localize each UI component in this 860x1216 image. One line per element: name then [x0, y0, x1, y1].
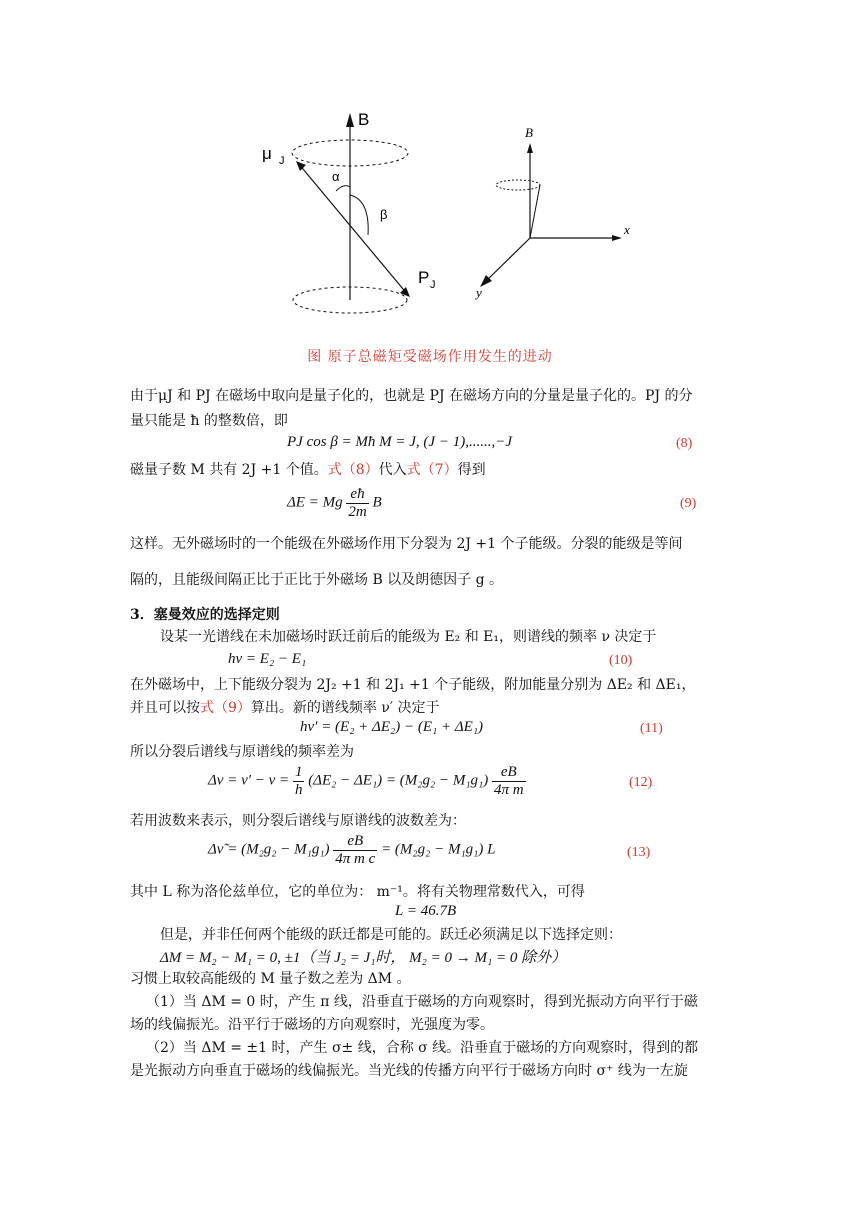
paragraph-8: 其中 L 称为洛伦兹单位，它的单位为： m⁻¹。将有关物理常数代入，可得: [130, 884, 585, 900]
eq12-f1-num: 1: [294, 764, 303, 780]
paragraph-3-line-2: 隔的，且能级间隔正比于正比于外磁场 B 以及朗德因子 g 。: [130, 572, 504, 588]
paragraph-9: 但是，并非任何两个能级的跃迁都是可能的。跃迁必须满足以下选择定则：: [160, 927, 622, 943]
eq12-part-a: Δν = ν′ − ν =: [208, 772, 290, 789]
paragraph-12-line-2: 是光振动方向垂直于磁场的线偏振光。当光线的传播方向平行于磁场方向时 σ⁺ 线为一左旋: [130, 1063, 688, 1079]
eq13-part-a: Δν̃ = (M₂g₂ − M₁g₁): [208, 841, 330, 858]
equation-10: hν = E₂ − E₁: [228, 651, 307, 667]
mu-arrow-icon: [296, 161, 306, 171]
paragraph-5-line-1: 在外磁场中，上下能级分裂为 2J₂ +1 和 2J₁ +1 个子能级，附加能量分别为 ΔE₂ 和 ΔE₁，: [130, 677, 696, 693]
paragraph-4: 设某一光谱线在未加磁场时跃迁前后的能级为 E₂ 和 E₁，则谱线的频率 ν 决定于: [160, 629, 657, 645]
p2-text-mid: 代入: [378, 462, 407, 478]
eq9-reference-link[interactable]: 式（9）: [200, 700, 251, 716]
equation-12: [208, 764, 526, 798]
p2-text-post: 得到: [457, 462, 486, 478]
eq12-f2-den: 4π m: [494, 781, 524, 798]
equation-8-number: (8): [676, 436, 693, 451]
figure-caption: 图 原子总磁矩受磁场作用发生的进动: [307, 349, 553, 365]
eq12-f1-den: h: [294, 781, 303, 798]
paragraph-2: [130, 460, 486, 480]
equation-8: PJ cos β = Mħ M = J, (J − 1),......,−J: [287, 434, 512, 450]
y-axis: [484, 238, 530, 283]
paragraph-5-line-2: [130, 698, 440, 718]
equation-9-number: (9): [680, 496, 697, 511]
paragraph-6: 所以分裂后谱线与原谱线的频率差为: [130, 744, 354, 760]
eq8-reference-link[interactable]: 式（8）: [327, 462, 379, 478]
right-b-label: B: [525, 125, 533, 140]
right-b-arrow-icon: [527, 143, 533, 153]
mu-sub-label: J: [279, 155, 285, 167]
eq12-fraction-2: [492, 764, 526, 798]
pj-sub-label: J: [430, 279, 436, 291]
section-heading: 3．塞曼效应的选择定则: [130, 607, 280, 623]
x-label: x: [624, 222, 630, 237]
pj-arrow-icon: [400, 287, 410, 297]
b-axis-arrow-icon: [346, 113, 354, 127]
equation-13-number: (13): [627, 845, 651, 860]
alpha-arc: [336, 186, 350, 191]
eq12-part-b: (ΔE₂ − ΔE₁) = (M₂g₂ − M₁g₁): [308, 772, 489, 789]
right-cone-ellipse: [496, 180, 540, 190]
eq12-f2-num: eB: [492, 764, 526, 782]
mu-label: μ: [262, 144, 272, 163]
eq13-num: eB: [333, 833, 377, 851]
eq7-reference-link[interactable]: 式（7）: [406, 462, 458, 478]
precession-figure: [240, 95, 660, 345]
equation-lorentz: L = 46.7B: [395, 903, 457, 919]
equation-11-number: (11): [640, 721, 663, 736]
paragraph-12-line-1: （2）当 ΔM = ±1 时，产生 σ± 线，合称 σ 线。沿垂直于磁场的方向观察时，得到的都: [146, 1040, 699, 1056]
selection-rule-equation: ΔM = M₂ − M₁ = 0, ±1（当 J₂ = J₁时， M₂ = 0 → M₁ = 0 除外）: [160, 950, 567, 966]
equation-13: [208, 833, 496, 867]
mu-pj-line: [298, 163, 408, 295]
equation-12-number: (12): [629, 775, 653, 790]
eq9-fraction: [346, 486, 368, 520]
eq9-post: B: [372, 494, 382, 511]
p5-text-post: 算出。新的谱线频率 ν′ 决定于: [250, 700, 440, 716]
y-label: y: [476, 285, 482, 300]
paragraph-10: 习惯上取较高能级的 M 量子数之差为 ΔM 。: [130, 971, 411, 987]
p5-text-pre: 并且可以按: [130, 700, 200, 716]
precession-diagram: [240, 95, 660, 345]
paragraph-7: 若用波数来表示，则分裂后谱线与原谱线的波数差为：: [130, 813, 466, 829]
paragraph-3-line-1: 这样。无外磁场时的一个能级在外磁场作用下分裂为 2J +1 个子能级。分裂的能级是等间: [130, 536, 683, 552]
eq13-den: 4π m c: [335, 850, 376, 867]
right-cone-side: [530, 185, 540, 238]
eq9-numerator: eħ: [346, 486, 368, 504]
equation-11: hν′ = (E₂ + ΔE₂) − (E₁ + ΔE₁): [300, 719, 484, 735]
eq12-fraction-1: [293, 764, 305, 798]
paragraph-11-line-1: （1）当 ΔM = 0 时，产生 π 线，沿垂直于磁场的方向观察时，得到光振动方向平行于磁: [146, 994, 698, 1010]
eq9-pre: ΔE = Mg: [287, 494, 343, 511]
eq9-denominator: 2m: [348, 503, 367, 520]
p2-text-pre: 磁量子数 M 共有 2J +1 个值。: [130, 462, 328, 478]
paragraph-1-line-2: 量只能是 ħ 的整数倍，即: [130, 413, 288, 429]
equation-10-number: (10): [609, 653, 633, 668]
pj-label: P: [418, 268, 430, 287]
eq13-fraction: [333, 833, 377, 867]
alpha-label: α: [332, 169, 340, 184]
paragraph-11-line-2: 场的线偏振光。沿平行于磁场的方向观察时，光强度为零。: [130, 1017, 494, 1033]
paragraph-1-line-1: 由于μJ 和 PJ 在磁场中取向是量子化的，也就是 PJ 在磁场方向的分量是量子化的。PJ 的分: [130, 388, 693, 404]
x-axis-arrow-icon: [612, 235, 622, 241]
b-label-left: B: [358, 110, 370, 129]
eq13-part-b: = (M₂g₂ − M₁g₁) L: [381, 841, 496, 858]
beta-label: β: [380, 207, 388, 222]
equation-9: [287, 486, 382, 520]
